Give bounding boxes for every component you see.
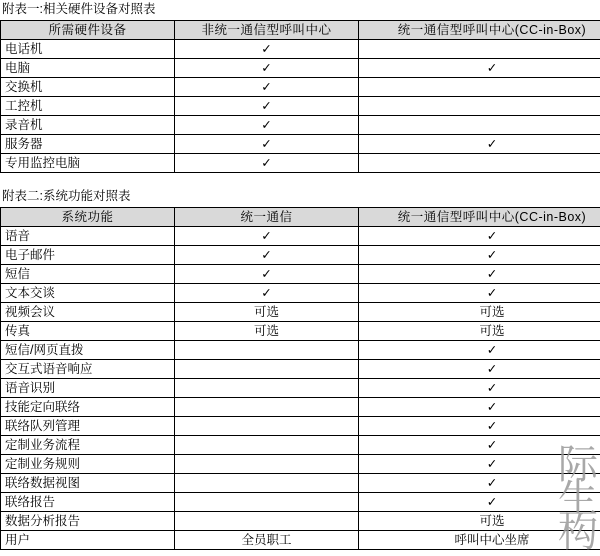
table-header-row [1,208,600,227]
table2-row14-label: 联络报告 [1,493,175,512]
table1-row4-col3 [359,116,600,135]
table-row [1,78,600,97]
table2-row16-col3: 呼叫中心坐席 [359,531,600,550]
table2-row0-label: 语音 [1,227,175,246]
table2-row8-col2 [175,379,359,398]
table2-row13-col2 [175,474,359,493]
table2-caption: 附表二:系统功能对照表 [0,187,600,207]
table2-row12-col2 [175,455,359,474]
table2-row3-col2: ✓ [175,284,359,303]
table-row [1,97,600,116]
table2-row14-col2 [175,493,359,512]
table2-row7-col2 [175,360,359,379]
table1-row2-col2: ✓ [175,78,359,97]
hardware-comparison-table [0,20,600,173]
table2-row3-label: 文本交谈 [1,284,175,303]
table1-row6-col3 [359,154,600,173]
table1-header-uc: 统一通信型呼叫中心(CC-in-Box) [359,21,600,40]
table2-row13-label: 联络数据视图 [1,474,175,493]
table2-row10-col3: ✓ [359,417,600,436]
table-row [1,246,600,265]
table2-header-feature: 系统功能 [1,208,175,227]
watermark-line-3: 构 [524,516,596,550]
table-row [1,436,600,455]
table1-row4-label: 录音机 [1,116,175,135]
table2-row8-col3: ✓ [359,379,600,398]
table2-row9-col3: ✓ [359,398,600,417]
table-row [1,265,600,284]
table1-row0-col2: ✓ [175,40,359,59]
table2-row0-col2: ✓ [175,227,359,246]
table2-row9-col2 [175,398,359,417]
table2-row12-label: 定制业务规则 [1,455,175,474]
table1-row3-label: 工控机 [1,97,175,116]
table2-row7-label: 交互式语音响应 [1,360,175,379]
table2-row4-label: 视频会议 [1,303,175,322]
table-row [1,474,600,493]
table2-row16-col2: 全员职工 [175,531,359,550]
table2-row13-col3: ✓ [359,474,600,493]
table-row [1,341,600,360]
table2-row15-label: 数据分析报告 [1,512,175,531]
table-row [1,379,600,398]
table1-row0-col3 [359,40,600,59]
table-row [1,493,600,512]
table1-row6-label: 专用监控电脑 [1,154,175,173]
table2-row12-col3: ✓ [359,455,600,474]
table2-row3-col3: ✓ [359,284,600,303]
feature-comparison-table [0,207,600,550]
table-row [1,154,600,173]
table2-row16-label: 用户 [1,531,175,550]
table2-row6-col3: ✓ [359,341,600,360]
table-row [1,398,600,417]
table2-row6-col2 [175,341,359,360]
table2-row7-col3: ✓ [359,360,600,379]
table1-caption: 附表一:相关硬件设备对照表 [0,0,600,20]
table-row [1,284,600,303]
table2-row11-col3: ✓ [359,436,600,455]
table2-row4-col3: 可选 [359,303,600,322]
table2-row2-label: 短信 [1,265,175,284]
table-row [1,116,600,135]
table2-row15-col3: 可选 [359,512,600,531]
table1-row6-col2: ✓ [175,154,359,173]
table1-row1-label: 电脑 [1,59,175,78]
table2-row1-col3: ✓ [359,246,600,265]
table2-row10-col2 [175,417,359,436]
table2-row2-col3: ✓ [359,265,600,284]
table-row [1,40,600,59]
table-gap [0,173,600,187]
table-row [1,360,600,379]
table1-row2-col3 [359,78,600,97]
table1-row5-col2: ✓ [175,135,359,154]
table1-row1-col3: ✓ [359,59,600,78]
table2-row1-label: 电子邮件 [1,246,175,265]
table1-row0-label: 电话机 [1,40,175,59]
table-row [1,227,600,246]
table2-row8-label: 语音识别 [1,379,175,398]
table1-row2-label: 交换机 [1,78,175,97]
table2-row2-col2: ✓ [175,265,359,284]
table2-header-uc: 统一通信 [175,208,359,227]
table1-header-non-uc: 非统一通信型呼叫中心 [175,21,359,40]
table2-row14-col3: ✓ [359,493,600,512]
watermark-line-1: 际 [524,448,596,482]
table2-row15-col2 [175,512,359,531]
table2-row5-label: 传真 [1,322,175,341]
table-row [1,417,600,436]
table2-row10-label: 联络队列管理 [1,417,175,436]
table2-row9-label: 技能定向联络 [1,398,175,417]
table2-row11-col2 [175,436,359,455]
table1-row4-col2: ✓ [175,116,359,135]
table-row [1,512,600,531]
table1-row5-col3: ✓ [359,135,600,154]
table-row [1,531,600,550]
table2-row1-col2: ✓ [175,246,359,265]
table-header-row [1,21,600,40]
table-row [1,322,600,341]
table-row [1,455,600,474]
table2-row5-col2: 可选 [175,322,359,341]
table1-row3-col2: ✓ [175,97,359,116]
table1-row3-col3 [359,97,600,116]
table2-header-ccinbox: 统一通信型呼叫中心(CC-in-Box) [359,208,600,227]
table2-row0-col3: ✓ [359,227,600,246]
table-row [1,135,600,154]
watermark-line-2: 生 [524,482,596,516]
table2-row4-col2: 可选 [175,303,359,322]
table2-row5-col3: 可选 [359,322,600,341]
table-row [1,59,600,78]
table-row [1,303,600,322]
table1-header-device: 所需硬件设备 [1,21,175,40]
table1-row1-col2: ✓ [175,59,359,78]
table2-row6-label: 短信/网页直拨 [1,341,175,360]
table2-row11-label: 定制业务流程 [1,436,175,455]
table1-row5-label: 服务器 [1,135,175,154]
